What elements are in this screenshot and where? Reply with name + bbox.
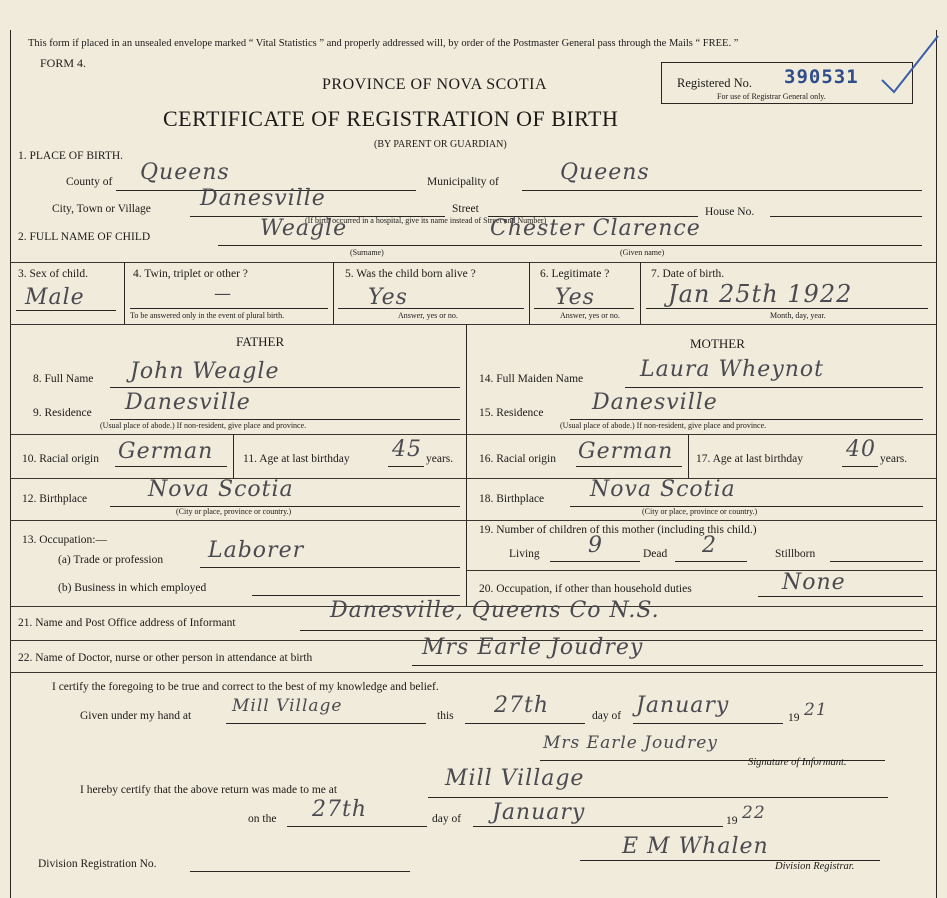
certify-text: I certify the foregoing to be true and correct to the best of my knowledge and belief. (52, 681, 439, 693)
divider (640, 262, 641, 324)
mother-heading: MOTHER (690, 336, 745, 351)
date-note: Month, day, year. (770, 311, 826, 320)
given-caption: (Given name) (620, 248, 665, 257)
given-label: Given under my hand at (80, 710, 192, 722)
father-years-label: years. (426, 453, 454, 465)
underline (646, 308, 928, 309)
legitimate-value: Yes (555, 285, 595, 310)
underline (226, 723, 426, 724)
underline (842, 466, 878, 467)
check-mark-icon (880, 30, 940, 100)
this-label: this (437, 710, 454, 722)
child-name-label: 2. FULL NAME OF CHILD (18, 231, 151, 243)
mother-residence-value: Danesville (592, 390, 718, 415)
divider (233, 434, 234, 478)
underline (110, 387, 460, 388)
underline (830, 561, 923, 562)
house-label: House No. (705, 206, 755, 218)
on-day-value: 27th (312, 797, 368, 822)
division-no-label: Division Registration No. (38, 858, 157, 870)
signature-caption: Signature of Informant. (748, 757, 847, 768)
father-age-label: 11. Age at last birthday (243, 453, 350, 465)
sex-value: Male (25, 285, 85, 310)
mother-dead-label: Dead (643, 548, 668, 560)
father-trade-label: (a) Trade or profession (58, 554, 164, 566)
surname-caption: (Surname) (350, 248, 384, 257)
informant-signature: Mrs Earle Joudrey (543, 733, 718, 753)
twin-label: 4. Twin, triplet or other ? (133, 268, 248, 280)
father-occupation-label: 13. Occupation:— (22, 534, 107, 546)
county-label: County of (66, 176, 113, 188)
parents-top-rule (10, 324, 936, 325)
father-birthplace-note: (City or place, province or country.) (176, 507, 292, 516)
mother-birthplace-note: (City or place, province or country.) (642, 507, 758, 516)
rule (10, 434, 466, 435)
mother-name-value: Laura Wheynot (640, 357, 825, 382)
father-age-value: 45 (392, 437, 422, 462)
father-business-label: (b) Business in which employed (58, 582, 207, 594)
divider (688, 434, 689, 478)
underline (633, 723, 783, 724)
registrar-note: For use of Registrar General only. (717, 92, 826, 101)
father-birthplace-label: 12. Birthplace (22, 493, 88, 505)
rule (466, 570, 936, 571)
doctor-label: 22. Name of Doctor, nurse or other person in attendance at birth (18, 652, 313, 664)
divider (529, 262, 530, 324)
father-residence-label: 9. Residence (33, 407, 92, 419)
hereby-place-value: Mill Village (445, 766, 585, 791)
underline (576, 466, 682, 467)
father-name-label: 8. Full Name (33, 373, 94, 385)
underline (570, 419, 923, 420)
mother-age-label: 17. Age at last birthday (696, 453, 803, 465)
row3-top-rule (10, 262, 936, 263)
father-birthplace-value: Nova Scotia (148, 477, 294, 502)
underline (534, 308, 634, 309)
left-border (10, 30, 11, 898)
registered-label: Registered No. (677, 76, 752, 90)
date-value: Jan 25th 1922 (668, 280, 853, 308)
page-title: CERTIFICATE OF REGISTRATION OF BIRTH (163, 106, 619, 131)
province-heading: PROVINCE OF NOVA SCOTIA (322, 76, 548, 93)
underline (16, 310, 116, 311)
mother-dead-value: 2 (702, 533, 717, 558)
child-given-value: Chester Clarence (490, 216, 701, 241)
underline (465, 723, 585, 724)
underline (428, 797, 888, 798)
mother-stillborn-label: Stillborn (775, 548, 816, 560)
father-racial-value: German (118, 439, 214, 464)
father-trade-value: Laborer (208, 538, 305, 563)
municipality-label: Municipality of (427, 176, 499, 188)
mother-racial-label: 16. Racial origin (479, 453, 556, 465)
underline (115, 466, 227, 467)
given-year-prefix: 19 (788, 712, 800, 724)
street-note: (If birth occurred in a hospital, give its name instead of Street and Number) (305, 216, 547, 225)
mother-name-label: 14. Full Maiden Name (479, 373, 584, 385)
legitimate-label: 6. Legitimate ? (540, 268, 610, 280)
child-name-line (218, 245, 922, 246)
father-heading: FATHER (236, 334, 285, 349)
given-year-suffix: 21 (804, 700, 828, 720)
legitimate-note: Answer, yes or no. (560, 311, 620, 320)
child-surname-value: Weagle (260, 216, 348, 241)
rule (10, 520, 466, 521)
underline (200, 567, 460, 568)
on-year-prefix: 19 (726, 815, 738, 827)
father-residence-note: (Usual place of abode.) If non-resident, give place and province. (100, 421, 307, 430)
on-the-label: on the (248, 813, 277, 825)
municipality-line (522, 190, 922, 191)
mother-children-label: 19. Number of children of this mother (including this child.) (479, 524, 757, 536)
underline (388, 466, 424, 467)
division-registrar-caption: Division Registrar. (775, 861, 855, 872)
underline (190, 871, 410, 872)
mother-residence-note: (Usual place of abode.) If non-resident, give place and province. (560, 421, 767, 430)
underline (758, 596, 923, 597)
day-of-label: day of (592, 710, 622, 722)
registered-box (661, 62, 913, 104)
hereby-text: I hereby certify that the above return was made to me at (80, 784, 338, 796)
underline (625, 387, 923, 388)
mother-years-label: years. (880, 453, 908, 465)
on-year-suffix: 22 (742, 803, 766, 823)
page-subtitle: (BY PARENT OR GUARDIAN) (374, 139, 507, 150)
father-name-value: John Weagle (130, 359, 280, 384)
right-border (936, 30, 937, 898)
place-of-birth-heading: 1. PLACE OF BIRTH. (18, 150, 124, 162)
mother-birthplace-value: Nova Scotia (590, 477, 736, 502)
registered-number: 390531 (784, 66, 859, 88)
city-value: Danesville (200, 186, 326, 211)
divider (124, 262, 125, 324)
underline (287, 826, 427, 827)
mother-age-value: 40 (846, 437, 876, 462)
twin-note: To be answered only in the event of plural birth. (130, 311, 285, 320)
doctor-value: Mrs Earle Joudrey (422, 635, 644, 660)
parents-divider (466, 324, 467, 606)
father-racial-label: 10. Racial origin (22, 453, 99, 465)
house-line (770, 216, 922, 217)
underline (473, 826, 723, 827)
mother-living-label: Living (509, 548, 540, 560)
form-number: FORM 4. (40, 56, 87, 70)
underline (412, 665, 923, 666)
twin-value: — (214, 284, 232, 304)
given-day-value: 27th (494, 693, 550, 718)
divider (333, 262, 334, 324)
on-day-of-label: day of (432, 813, 462, 825)
alive-label: 5. Was the child born alive ? (345, 268, 476, 280)
given-place-value: Mill Village (232, 696, 343, 716)
father-residence-value: Danesville (125, 390, 251, 415)
underline (338, 308, 524, 309)
mother-birthplace-label: 18. Birthplace (479, 493, 545, 505)
underline (110, 419, 460, 420)
underline (550, 561, 640, 562)
street-label: Street (452, 203, 479, 215)
informant-label: 21. Name and Post Office address of Informant (18, 617, 236, 629)
mother-residence-label: 15. Residence (479, 407, 544, 419)
date-label: 7. Date of birth. (651, 268, 725, 280)
city-label: City, Town or Village (52, 203, 151, 215)
underline (300, 630, 923, 631)
informant-value: Danesville, Queens Co N.S. (330, 598, 660, 623)
sex-label: 3. Sex of child. (18, 268, 88, 280)
mother-racial-value: German (578, 439, 674, 464)
given-month-value: January (636, 693, 730, 718)
alive-value: Yes (368, 285, 408, 310)
alive-note: Answer, yes or no. (398, 311, 458, 320)
rule (466, 434, 936, 435)
underline (675, 561, 747, 562)
mother-occupation-value: None (782, 570, 846, 595)
underline (130, 308, 328, 309)
rule (10, 672, 936, 673)
mail-notice: This form if placed in an unsealed envelope marked “ Vital Statistics ” and properly addressed will, by order of the Postmaster General pass through the Mails “ FREE. ” (28, 38, 739, 49)
on-month-value: January (492, 800, 586, 825)
underline (252, 595, 460, 596)
rule (466, 520, 936, 521)
registrar-signature: E M Whalen (622, 834, 769, 859)
mother-occupation-label: 20. Occupation, if other than household duties (479, 583, 692, 595)
mother-living-value: 9 (588, 533, 603, 558)
municipality-value: Queens (560, 160, 650, 185)
county-value: Queens (140, 160, 230, 185)
